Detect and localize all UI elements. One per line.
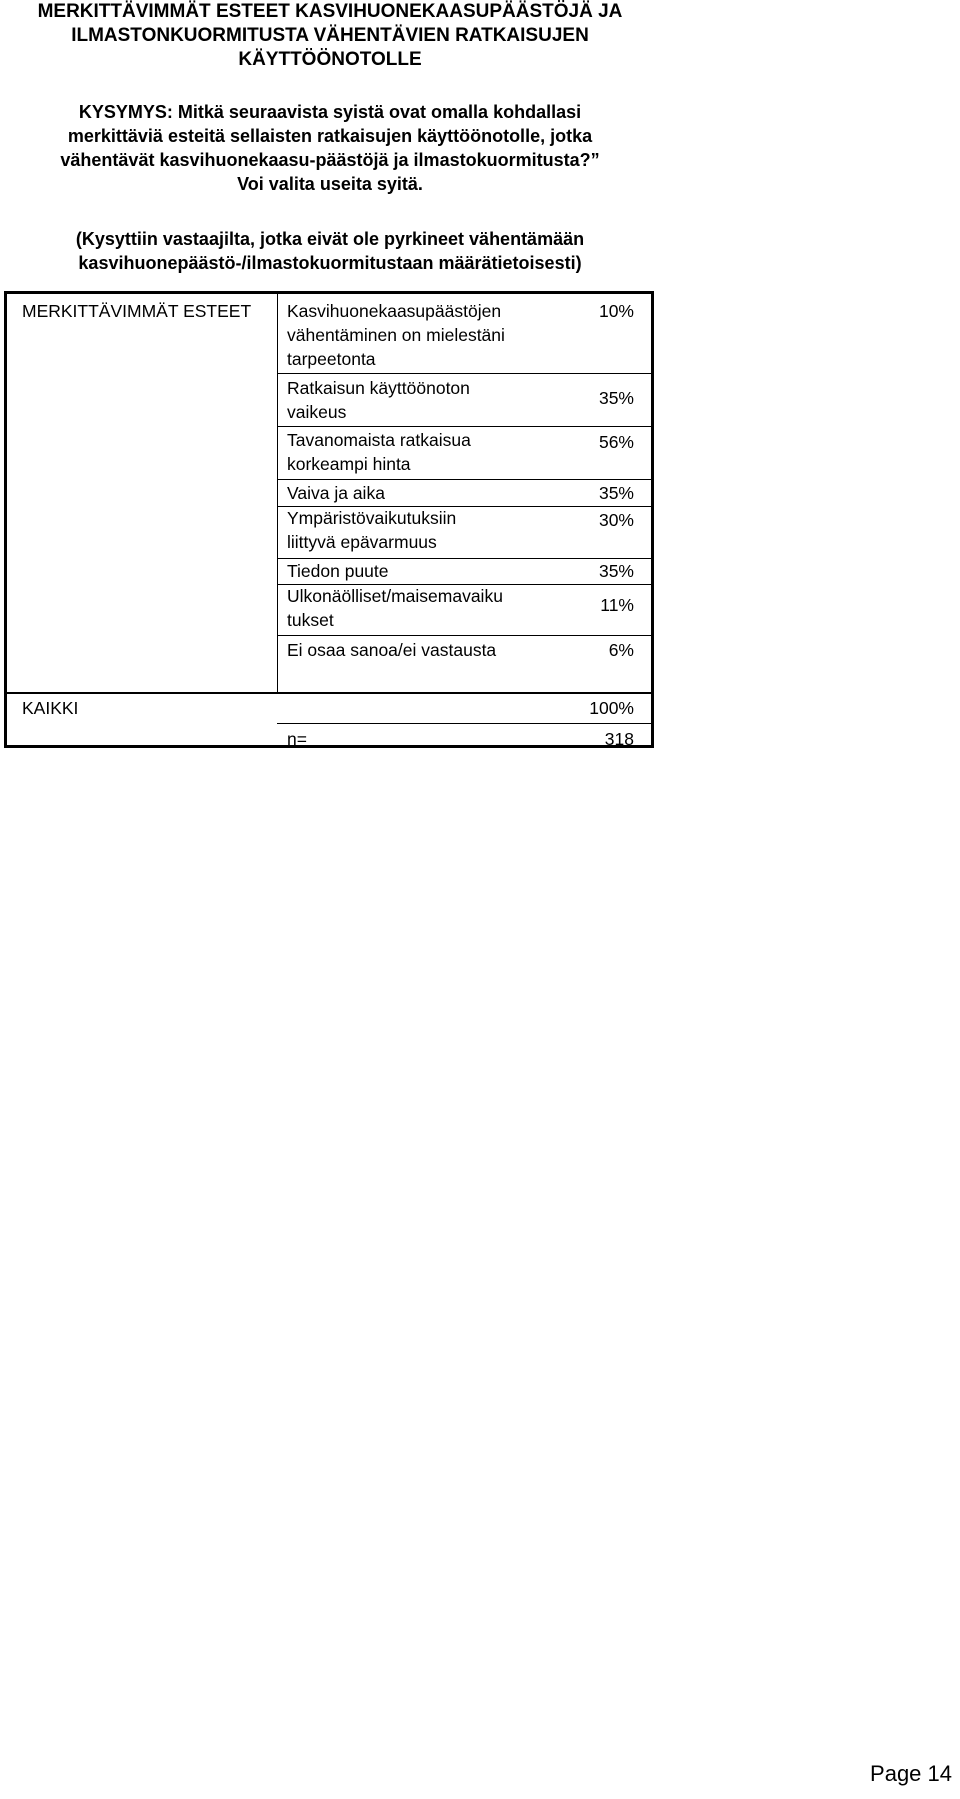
option-value: 6%	[608, 640, 634, 660]
question-line: KYSYMYS: Mitkä seuraavista syistä ovat omalla kohdallasi	[78, 102, 582, 122]
title-line: ILMASTONKUORMITUSTA VÄHENTÄVIEN RATKAISUJEN	[71, 25, 589, 46]
row-divider	[277, 635, 651, 636]
n-label: n=	[287, 729, 307, 749]
respondent-note	[0, 227, 660, 275]
document-title	[0, 0, 660, 72]
group-label: MERKITTÄVIMMÄT ESTEET	[22, 301, 252, 321]
row-divider	[277, 723, 651, 724]
option-value: 10%	[598, 301, 634, 321]
row-divider	[277, 479, 651, 480]
question-line: vähentävät kasvihuonekaasu-päästöjä ja ilmastokuormitusta?”	[60, 150, 600, 170]
option-label-line: tukset	[287, 610, 334, 630]
option-label-line: Kasvihuonekaasupäästöjen	[287, 301, 502, 321]
option-label-line: Tavanomaista ratkaisua	[287, 430, 471, 450]
note-line: kasvihuonepäästö-/ilmastokuormitustaan määrätietoisesti)	[78, 253, 582, 273]
page-number: Page 14	[870, 1761, 952, 1786]
option-label	[287, 376, 547, 424]
total-label: KAIKKI	[22, 698, 79, 718]
option-label	[287, 481, 547, 505]
option-label-line: Ulkonäölliset/maisemavaiku	[287, 586, 503, 606]
option-label-line: Ei osaa sanoa/ei vastausta	[287, 640, 497, 660]
option-label-line: Vaiva ja aika	[287, 483, 385, 503]
option-label-line: Ympäristövaikutuksiin	[287, 508, 457, 528]
option-value: 30%	[598, 510, 634, 530]
option-label-line: vähentäminen on mielestäni	[287, 325, 505, 345]
option-label	[287, 638, 547, 662]
option-label	[287, 584, 547, 632]
option-value: 56%	[598, 432, 634, 452]
question-line: Voi valita useita syitä.	[237, 174, 423, 194]
option-label-line: Ratkaisun käyttöönoton	[287, 378, 470, 398]
total-value: 100%	[589, 698, 634, 718]
option-label-line: tarpeetonta	[287, 349, 376, 369]
note-line: (Kysyttiin vastaajilta, jotka eivät ole pyrkineet vähentämään	[75, 229, 585, 249]
question-line: merkittäviä esteitä sellaisten ratkaisujen käyttöönotolle, jotka	[67, 126, 593, 146]
option-label	[287, 299, 547, 371]
total-separator	[7, 692, 651, 694]
option-value: 35%	[598, 483, 634, 503]
question-text	[0, 100, 660, 196]
column-divider	[277, 294, 278, 694]
option-label	[287, 559, 547, 583]
row-divider	[277, 426, 651, 427]
option-label-line: Tiedon puute	[287, 561, 389, 581]
title-line: KÄYTTÖÖNOTOLLE	[238, 49, 422, 70]
row-divider	[277, 373, 651, 374]
option-label	[287, 428, 547, 476]
results-table	[4, 291, 654, 748]
option-label	[287, 506, 547, 554]
option-value: 11%	[600, 595, 634, 615]
option-label-line: vaikeus	[287, 402, 347, 422]
n-value: 318	[604, 729, 634, 749]
option-label-line: liittyvä epävarmuus	[287, 532, 437, 552]
option-value: 35%	[598, 561, 634, 581]
option-value: 35%	[598, 388, 634, 408]
option-label-line: korkeampi hinta	[287, 454, 411, 474]
title-line: MERKITTÄVIMMÄT ESTEET KASVIHUONEKAASUPÄÄSTÖJÄ JA	[37, 1, 623, 22]
